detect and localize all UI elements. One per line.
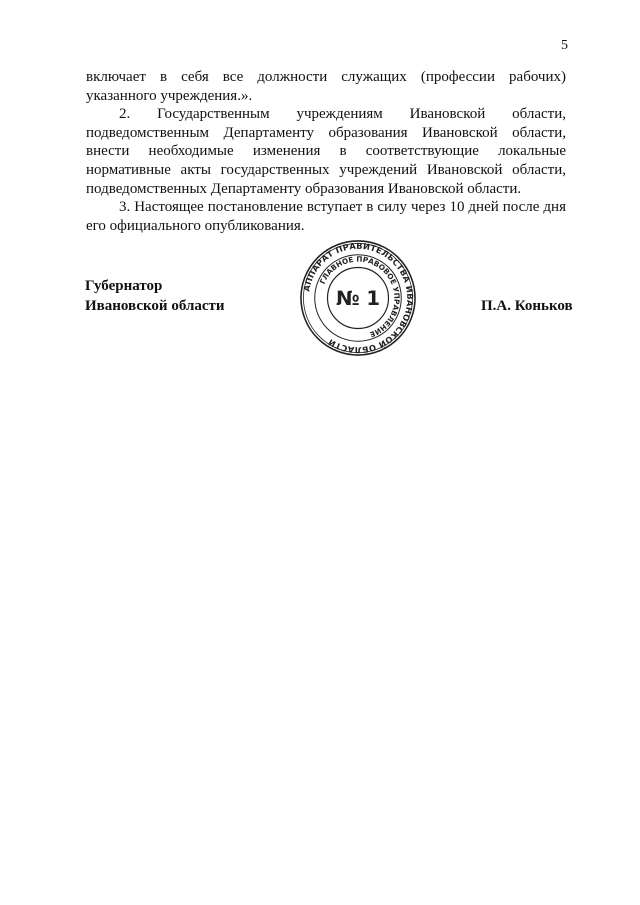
seal-number: № 1 xyxy=(335,286,381,310)
document-body xyxy=(86,68,566,235)
paragraph-item-3: 3. Настоящее постановление вступает в силу через 10 дней после дня его официального опубликования. xyxy=(86,199,566,234)
signatory-title-line1: Губернатор xyxy=(85,278,163,294)
paragraph-item-2: 2. Государственным учреждениям Ивановской области, подведомственным Департаменту образования Ивановской области, внести необходимые изменения в соответствующие локальные нормативные акты государственных учреждений Ивановской области, подведомственных Департаменту образования Ивановской области. xyxy=(86,106,566,197)
seal-inner-textpath: ГЛАВНОЕ ПРАВОВОЕ УПРАВЛЕНИЕ xyxy=(317,254,402,340)
official-seal-stamp xyxy=(299,239,417,357)
signatory-name: П.А. Коньков xyxy=(481,298,573,314)
seal-outer-textpath: АППАРАТ ПРАВИТЕЛЬСТВА ИВАНОВСКОЙ ОБЛАСТИ xyxy=(301,240,416,356)
signatory-title-line2: Ивановской области xyxy=(85,298,225,314)
signatory-title xyxy=(85,276,225,316)
page-number: 5 xyxy=(561,38,568,53)
paragraph-continuation: включает в себя все должности служащих (профессии рабочих) указанного учреждения.». xyxy=(86,69,566,104)
